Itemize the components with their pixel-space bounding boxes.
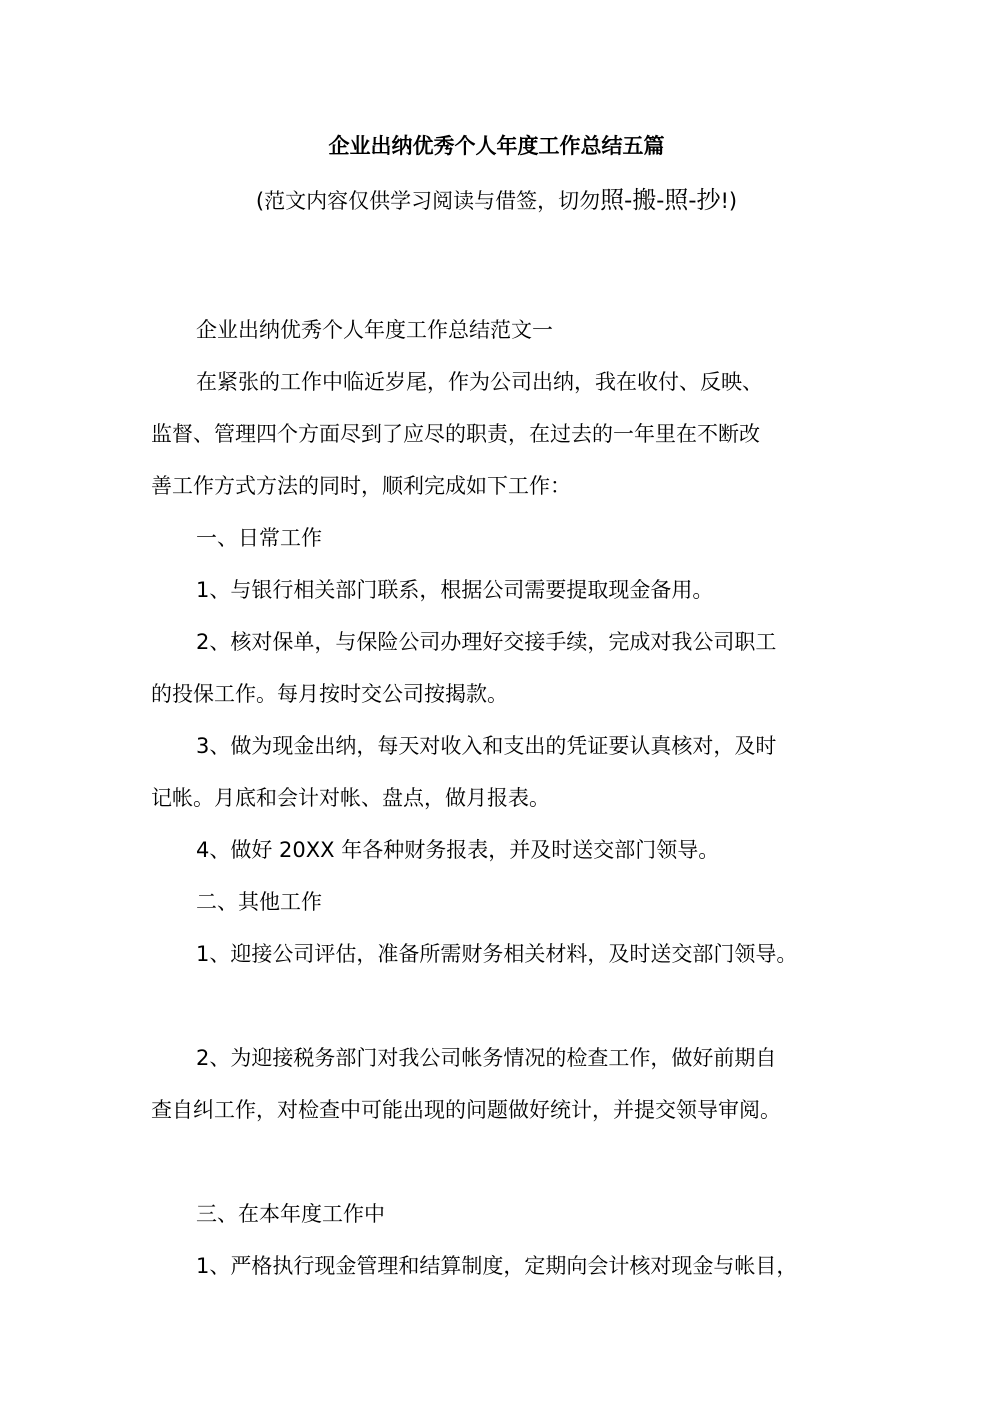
paragraph-line: 监督、管理四个方面尽到了应尽的职责，在过去的一年里在不断改 xyxy=(151,422,760,446)
list-item: 1、迎接公司评估，准备所需财务相关材料，及时送交部门领导。 xyxy=(196,942,798,966)
section-heading: 二、其他工作 xyxy=(196,890,322,914)
subtitle-emphasis: 照-搬-照-抄 xyxy=(600,186,721,214)
paragraph-line: 善工作方式方法的同时，顺利完成如下工作： xyxy=(151,474,571,498)
list-item-continuation: 的投保工作。每月按时交公司按揭款。 xyxy=(151,682,508,706)
subtitle-suffix: !) xyxy=(720,189,738,213)
list-item-continuation: 查自纠工作，对检查中可能出现的问题做好统计，并提交领导审阅。 xyxy=(151,1098,781,1122)
list-item: 3、做为现金出纳，每天对收入和支出的凭证要认真核对，及时 xyxy=(196,734,777,758)
paragraph-line: 在紧张的工作中临近岁尾，作为公司出纳，我在收付、反映、 xyxy=(196,370,763,394)
list-item: 4、做好 20XX 年各种财务报表，并及时送交部门领导。 xyxy=(196,838,720,862)
section-heading: 一、日常工作 xyxy=(196,526,322,550)
document-subtitle xyxy=(0,183,993,218)
section-heading: 企业出纳优秀个人年度工作总结范文一 xyxy=(196,318,553,342)
document-title: 企业出纳优秀个人年度工作总结五篇 xyxy=(328,134,665,158)
subtitle-prefix: (范文内容仅供学习阅读与借签，切勿 xyxy=(255,189,601,213)
list-item: 2、为迎接税务部门对我公司帐务情况的检查工作，做好前期自 xyxy=(196,1046,777,1070)
list-item: 1、与银行相关部门联系，根据公司需要提取现金备用。 xyxy=(196,578,714,602)
list-item-continuation: 记帐。月底和会计对帐、盘点，做月报表。 xyxy=(151,786,550,810)
list-item: 2、核对保单，与保险公司办理好交接手续，完成对我公司职工 xyxy=(196,630,777,654)
list-item: 1、严格执行现金管理和结算制度，定期向会计核对现金与帐目， xyxy=(196,1254,798,1278)
section-heading: 三、在本年度工作中 xyxy=(196,1202,385,1226)
